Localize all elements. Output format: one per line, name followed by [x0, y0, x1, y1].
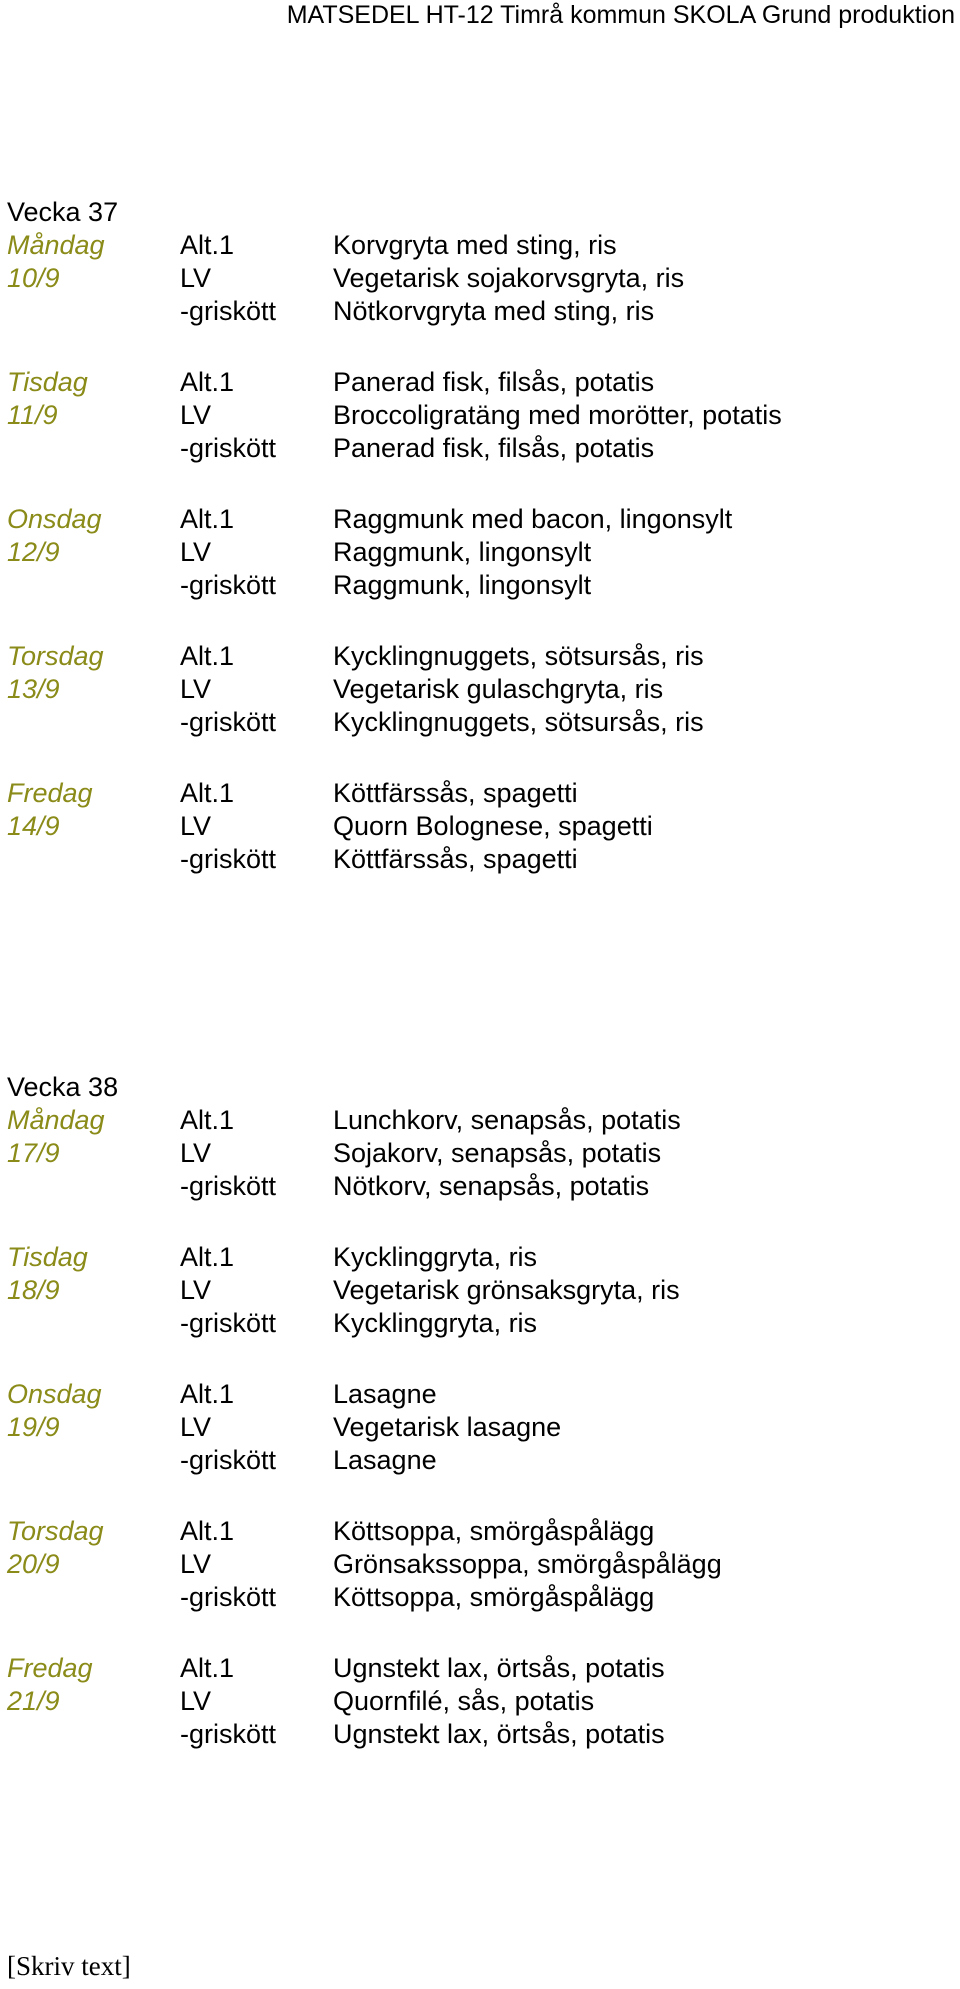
day-block — [7, 1241, 947, 1340]
menu-dish: Panerad fisk, filsås, potatis — [333, 433, 655, 463]
week-section — [7, 196, 947, 914]
menu-variant: -griskött — [180, 1719, 277, 1749]
menu-dish: Raggmunk, lingonsylt — [333, 570, 592, 600]
day-block — [7, 229, 947, 328]
menu-row — [7, 1274, 947, 1307]
menu-dish: Korvgryta med sting, ris — [333, 230, 617, 260]
menu-dish: Vegetarisk sojakorvsgryta, ris — [333, 263, 685, 293]
page-footer: [Skriv text] — [7, 1951, 131, 1981]
menu-row — [7, 1307, 947, 1340]
menu-variant: -griskött — [180, 1171, 277, 1201]
menu-variant: Alt.1 — [180, 367, 235, 397]
menu-variant: -griskött — [180, 1308, 277, 1338]
day-date: 17/9 — [7, 1138, 60, 1168]
menu-row — [7, 295, 947, 328]
day-block — [7, 366, 947, 465]
week-section — [7, 1071, 947, 1789]
day-date: 11/9 — [7, 400, 58, 430]
day-name: Torsdag — [7, 1516, 104, 1546]
menu-row — [7, 1685, 947, 1718]
menu-variant: LV — [180, 674, 212, 704]
menu-row — [7, 536, 947, 569]
menu-dish: Lasagne — [333, 1445, 437, 1475]
menu-row — [7, 706, 947, 739]
menu-row — [7, 1652, 947, 1685]
page-header: MATSEDEL HT-12 Timrå kommun SKOLA Grund produktion — [286, 1, 955, 29]
menu-row — [7, 503, 947, 536]
day-block — [7, 503, 947, 602]
menu-dish: Köttsoppa, smörgåspålägg — [333, 1582, 655, 1612]
menu-variant: Alt.1 — [180, 1242, 235, 1272]
menu-row — [7, 777, 947, 810]
week-title: Vecka 37 — [7, 197, 119, 227]
day-block — [7, 640, 947, 739]
menu-row — [7, 569, 947, 602]
menu-dish: Kycklinggryta, ris — [333, 1308, 538, 1338]
menu-dish: Panerad fisk, filsås, potatis — [333, 367, 655, 397]
menu-row — [7, 810, 947, 843]
menu-row — [7, 399, 947, 432]
day-name: Onsdag — [7, 1379, 102, 1409]
menu-dish: Grönsakssoppa, smörgåspålägg — [333, 1549, 722, 1579]
menu-row — [7, 843, 947, 876]
day-block — [7, 1652, 947, 1751]
menu-row — [7, 1137, 947, 1170]
menu-variant: -griskött — [180, 296, 277, 326]
menu-variant: -griskött — [180, 570, 277, 600]
menu-row — [7, 1444, 947, 1477]
menu-dish: Quorn Bolognese, spagetti — [333, 811, 653, 841]
menu-row — [7, 673, 947, 706]
week-title: Vecka 38 — [7, 1072, 119, 1102]
menu-variant: -griskött — [180, 707, 277, 737]
menu-variant: Alt.1 — [180, 1105, 235, 1135]
menu-variant: Alt.1 — [180, 1653, 235, 1683]
day-block — [7, 1104, 947, 1203]
menu-variant: LV — [180, 1549, 212, 1579]
menu-dish: Ugnstekt lax, örtsås, potatis — [333, 1719, 665, 1749]
menu-row — [7, 640, 947, 673]
menu-variant: LV — [180, 1138, 212, 1168]
menu-row — [7, 432, 947, 465]
menu-variant: Alt.1 — [180, 1379, 235, 1409]
menu-dish: Kycklinggryta, ris — [333, 1242, 538, 1272]
menu-dish: Vegetarisk grönsaksgryta, ris — [333, 1275, 680, 1305]
menu-dish: Quornfilé, sås, potatis — [333, 1686, 595, 1716]
menu-variant: LV — [180, 263, 212, 293]
menu-variant: LV — [180, 1686, 212, 1716]
menu-variant: LV — [180, 811, 212, 841]
menu-dish: Köttfärssås, spagetti — [333, 844, 578, 874]
menu-variant: LV — [180, 1412, 212, 1442]
day-name: Måndag — [7, 1105, 105, 1135]
menu-dish: Lasagne — [333, 1379, 437, 1409]
menu-variant: Alt.1 — [180, 230, 235, 260]
menu-variant: LV — [180, 537, 212, 567]
menu-variant: -griskött — [180, 1582, 277, 1612]
menu-variant: LV — [180, 1275, 212, 1305]
menu-row — [7, 1378, 947, 1411]
day-block — [7, 1515, 947, 1614]
menu-dish: Broccoligratäng med morötter, potatis — [333, 400, 782, 430]
menu-row — [7, 1718, 947, 1751]
day-date: 21/9 — [7, 1686, 60, 1716]
menu-dish: Lunchkorv, senapsås, potatis — [333, 1105, 681, 1135]
day-name: Onsdag — [7, 504, 102, 534]
day-name: Tisdag — [7, 1242, 88, 1272]
day-date: 19/9 — [7, 1412, 60, 1442]
menu-dish: Vegetarisk gulaschgryta, ris — [333, 674, 664, 704]
menu-row — [7, 262, 947, 295]
menu-dish: Raggmunk, lingonsylt — [333, 537, 592, 567]
day-name: Tisdag — [7, 367, 88, 397]
menu-variant: -griskött — [180, 433, 277, 463]
day-date: 18/9 — [7, 1275, 60, 1305]
menu-dish: Köttsoppa, smörgåspålägg — [333, 1516, 655, 1546]
day-name: Torsdag — [7, 641, 104, 671]
menu-row — [7, 1581, 947, 1614]
menu-variant: Alt.1 — [180, 1516, 235, 1546]
day-date: 14/9 — [7, 811, 60, 841]
menu-dish: Vegetarisk lasagne — [333, 1412, 562, 1442]
day-name: Fredag — [7, 778, 93, 808]
menu-row — [7, 1411, 947, 1444]
menu-row — [7, 229, 947, 262]
menu-dish: Köttfärssås, spagetti — [333, 778, 578, 808]
menu-variant: LV — [180, 400, 212, 430]
menu-row — [7, 1104, 947, 1137]
menu-row — [7, 1241, 947, 1274]
day-date: 13/9 — [7, 674, 60, 704]
menu-row — [7, 1515, 947, 1548]
day-block — [7, 777, 947, 876]
menu-dish: Sojakorv, senapsås, potatis — [333, 1138, 662, 1168]
day-date: 12/9 — [7, 537, 60, 567]
menu-variant: -griskött — [180, 1445, 277, 1475]
menu-variant: -griskött — [180, 844, 277, 874]
menu-dish: Nötkorvgryta med sting, ris — [333, 296, 655, 326]
menu-variant: Alt.1 — [180, 641, 235, 671]
day-date: 20/9 — [7, 1549, 60, 1579]
menu-dish: Nötkorv, senapsås, potatis — [333, 1171, 650, 1201]
day-block — [7, 1378, 947, 1477]
menu-row — [7, 1170, 947, 1203]
menu-variant: Alt.1 — [180, 504, 235, 534]
menu-row — [7, 366, 947, 399]
menu-dish: Ugnstekt lax, örtsås, potatis — [333, 1653, 665, 1683]
day-date: 10/9 — [7, 263, 60, 293]
menu-dish: Kycklingnuggets, sötsursås, ris — [333, 707, 704, 737]
day-name: Måndag — [7, 230, 105, 260]
menu-variant: Alt.1 — [180, 778, 235, 808]
menu-dish: Raggmunk med bacon, lingonsylt — [333, 504, 733, 534]
menu-dish: Kycklingnuggets, sötsursås, ris — [333, 641, 704, 671]
menu-row — [7, 1548, 947, 1581]
day-name: Fredag — [7, 1653, 93, 1683]
